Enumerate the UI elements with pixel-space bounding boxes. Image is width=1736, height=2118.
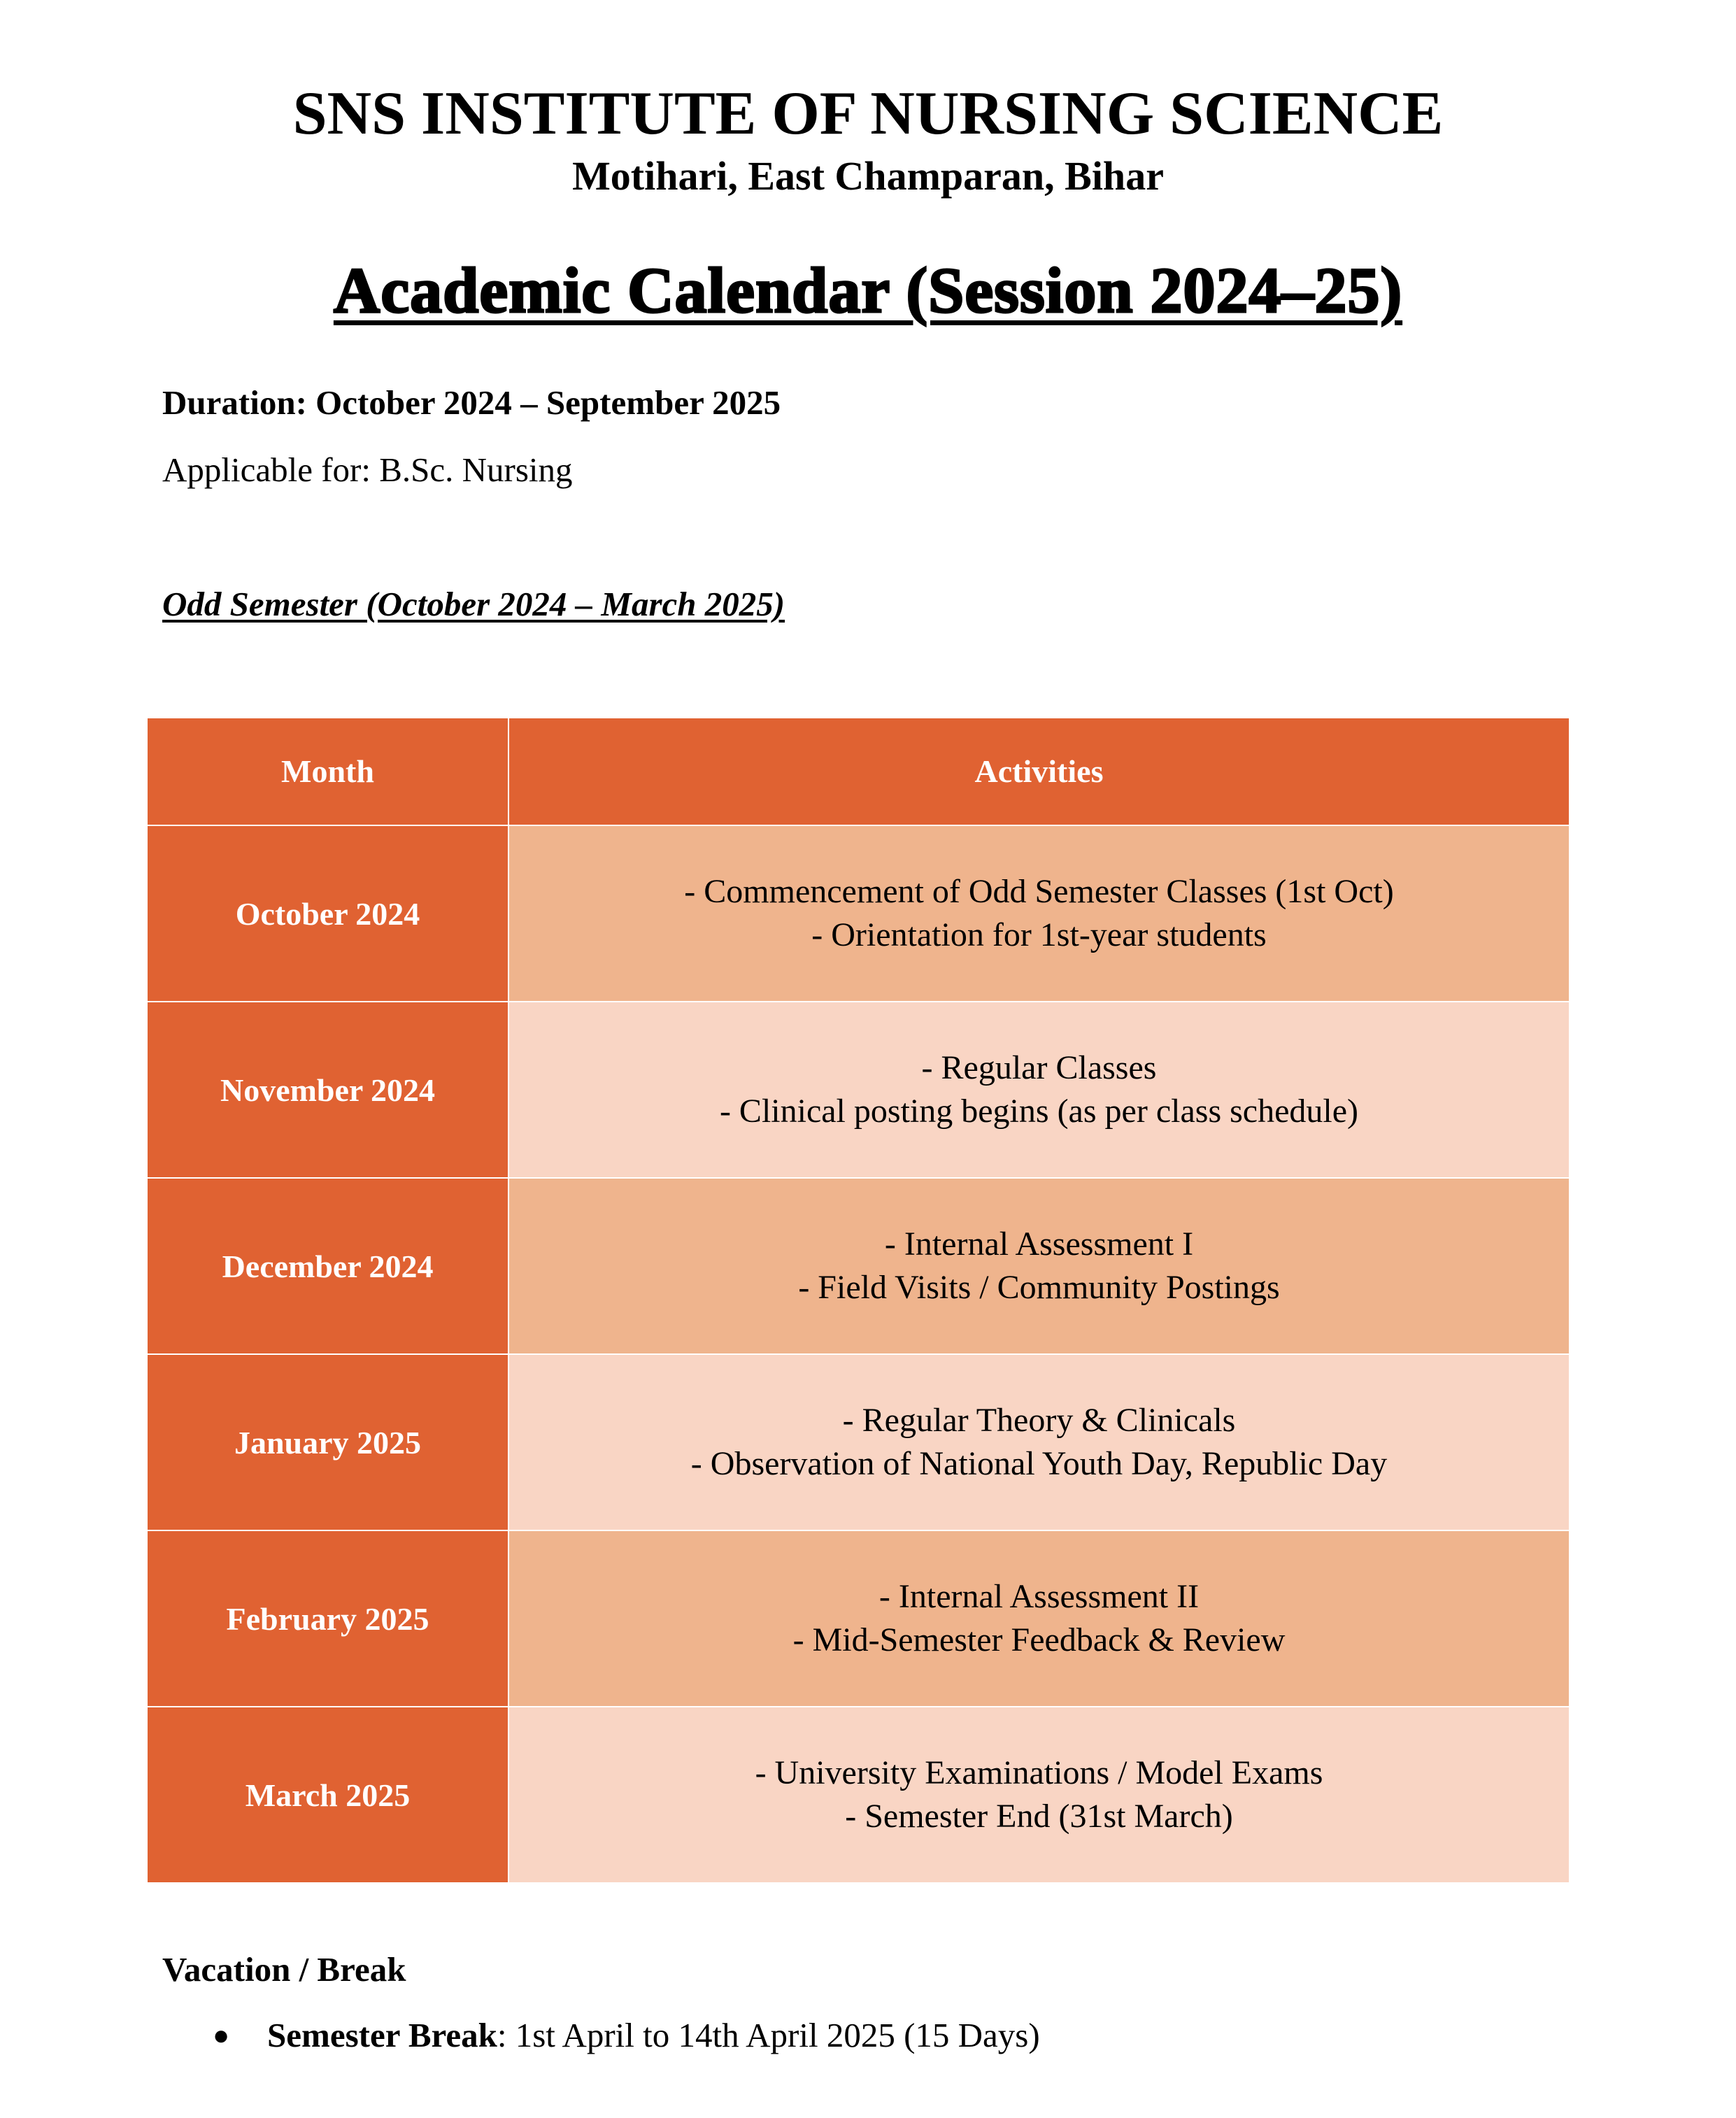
vacation-heading: Vacation / Break — [162, 1950, 406, 1989]
activities-cell — [508, 825, 1570, 1002]
activity-line: - Regular Theory & Clinicals — [842, 1402, 1236, 1439]
activity-line: - Clinical posting begins (as per class schedule) — [719, 1093, 1359, 1130]
break-text: : 1st April to 14th April 2025 (15 Days) — [497, 2016, 1040, 2054]
activity-line: - Field Visits / Community Postings — [798, 1269, 1280, 1306]
table-header-row — [147, 718, 1570, 825]
table-row — [147, 1354, 1570, 1530]
institute-address: Motihari, East Champaran, Bihar — [572, 153, 1164, 199]
activity-line: - Internal Assessment I — [884, 1225, 1194, 1263]
activity-line: - Mid-Semester Feedback & Review — [792, 1621, 1286, 1658]
activity-line: - Commencement of Odd Semester Classes (1st Oct) — [684, 873, 1394, 910]
applicable-text: Applicable for: B.Sc. Nursing — [162, 450, 573, 489]
activity-line: - Observation of National Youth Day, Republic Day — [690, 1445, 1388, 1482]
calendar-title: Academic Calendar (Session 2024–25) — [333, 255, 1403, 326]
table-row — [147, 1530, 1570, 1707]
column-header-activities: Activities — [508, 718, 1570, 825]
break-label: Semester Break — [267, 2016, 497, 2054]
table-row — [147, 1002, 1570, 1178]
table-row — [147, 825, 1570, 1002]
activities-cell — [508, 1178, 1570, 1354]
table-row — [147, 1707, 1570, 1883]
month-cell: December 2024 — [147, 1178, 508, 1354]
list-item — [162, 2014, 1040, 2056]
activities-cell — [508, 1002, 1570, 1178]
month-cell: October 2024 — [147, 825, 508, 1002]
month-cell: November 2024 — [147, 1002, 508, 1178]
odd-semester-table — [146, 717, 1570, 1884]
calendar-title-wrapper — [0, 252, 1736, 329]
activity-line: - Semester End (31st March) — [845, 1798, 1233, 1835]
activities-cell — [508, 1530, 1570, 1707]
table-row — [147, 1178, 1570, 1354]
bullet-icon: ● — [213, 2019, 230, 2051]
institute-name: SNS INSTITUTE OF NURSING SCIENCE — [292, 80, 1444, 148]
vacation-list — [162, 2014, 1040, 2056]
month-cell: February 2025 — [147, 1530, 508, 1707]
activities-cell — [508, 1707, 1570, 1883]
month-cell: March 2025 — [147, 1707, 508, 1883]
column-header-month: Month — [147, 718, 508, 825]
odd-semester-heading: Odd Semester (October 2024 – March 2025) — [162, 585, 785, 623]
activity-line: - Internal Assessment II — [878, 1578, 1200, 1615]
activity-line: - Orientation for 1st-year students — [811, 916, 1267, 953]
duration-text: Duration: October 2024 – September 2025 — [162, 383, 781, 422]
activity-line: - University Examinations / Model Exams — [755, 1754, 1323, 1791]
activity-line: - Regular Classes — [921, 1049, 1157, 1086]
activities-cell — [508, 1354, 1570, 1530]
month-cell: January 2025 — [147, 1354, 508, 1530]
